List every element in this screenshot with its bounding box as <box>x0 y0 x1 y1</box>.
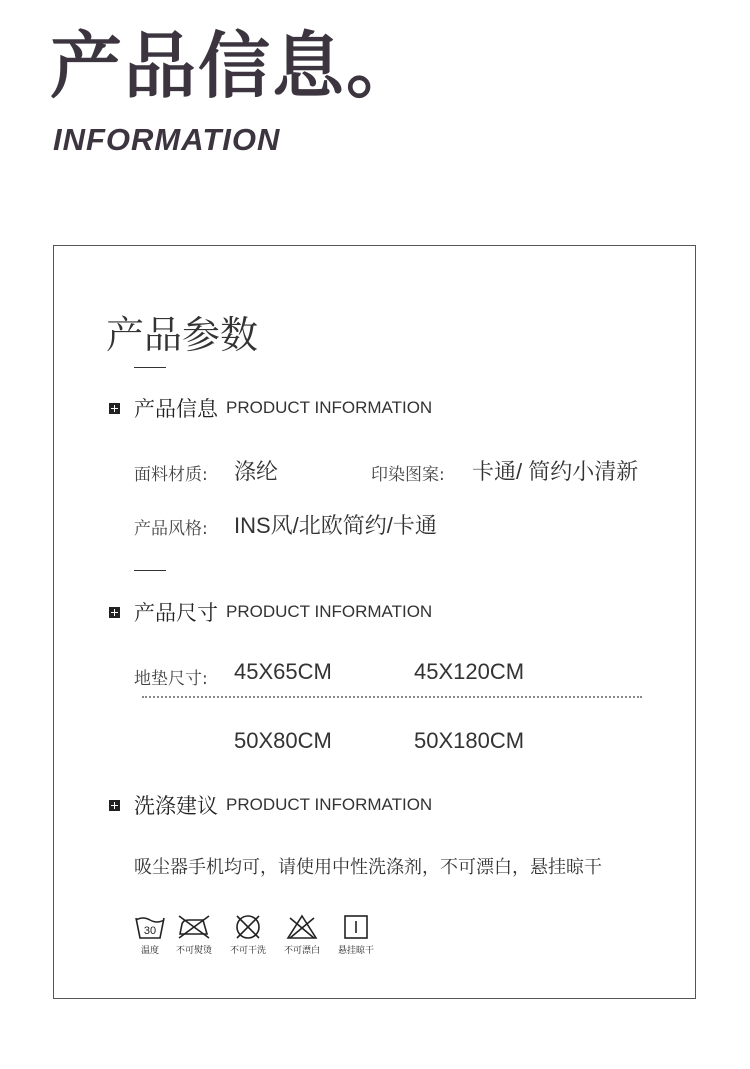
care-label: 温度 <box>140 946 159 956</box>
section-header-size <box>109 597 432 627</box>
plus-icon <box>109 403 120 414</box>
size-label: 地垫尺寸: <box>134 669 208 689</box>
size-value: 45X120CM <box>414 659 525 684</box>
divider <box>134 367 166 368</box>
no-iron-icon <box>169 914 219 956</box>
hang-dry-icon <box>331 914 381 956</box>
svg-text:30: 30 <box>143 925 157 937</box>
care-label: 悬挂晾干 <box>337 946 374 956</box>
size-value: 45X65CM <box>234 659 332 684</box>
care-label: 不可漂白 <box>283 946 320 956</box>
parameter-panel <box>53 245 696 999</box>
section-title-cn: 产品尺寸 <box>134 601 218 625</box>
material-label: 面料材质: <box>134 465 208 485</box>
section-title-en: PRODUCT INFORMATION <box>226 795 433 814</box>
care-label: 不可干洗 <box>229 946 266 956</box>
wash-instructions: 吸尘器手机均可，请使用中性洗涤剂，不可漂白，悬挂晾干 <box>134 857 602 878</box>
hero-subtitle: INFORMATION <box>53 122 281 157</box>
no-dry-clean-icon <box>223 914 273 956</box>
panel-title: 产品参数 <box>106 313 259 357</box>
style-value: INS风/北欧简约/卡通 <box>234 513 437 538</box>
section-header-wash <box>109 790 432 820</box>
wash-30-icon <box>125 914 175 956</box>
section-title-en: PRODUCT INFORMATION <box>226 398 433 417</box>
size-value: 50X180CM <box>414 728 525 753</box>
section-title-en: PRODUCT INFORMATION <box>226 602 433 621</box>
style-label: 产品风格: <box>134 519 208 539</box>
dotted-divider <box>142 696 642 698</box>
pattern-value: 卡通/ 简约小清新 <box>472 459 639 484</box>
pattern-label: 印染图案: <box>371 465 445 485</box>
section-header-info <box>109 393 432 423</box>
section-title-cn: 产品信息 <box>134 397 218 421</box>
hero-title: 产品信息。 <box>50 24 421 108</box>
size-value: 50X80CM <box>234 728 332 753</box>
no-bleach-icon <box>277 914 327 956</box>
plus-icon <box>109 607 120 618</box>
divider <box>134 570 166 571</box>
material-value: 涤纶 <box>234 459 279 484</box>
section-title-cn: 洗涤建议 <box>134 794 218 818</box>
plus-icon <box>109 800 120 811</box>
care-label: 不可熨烫 <box>175 946 212 956</box>
